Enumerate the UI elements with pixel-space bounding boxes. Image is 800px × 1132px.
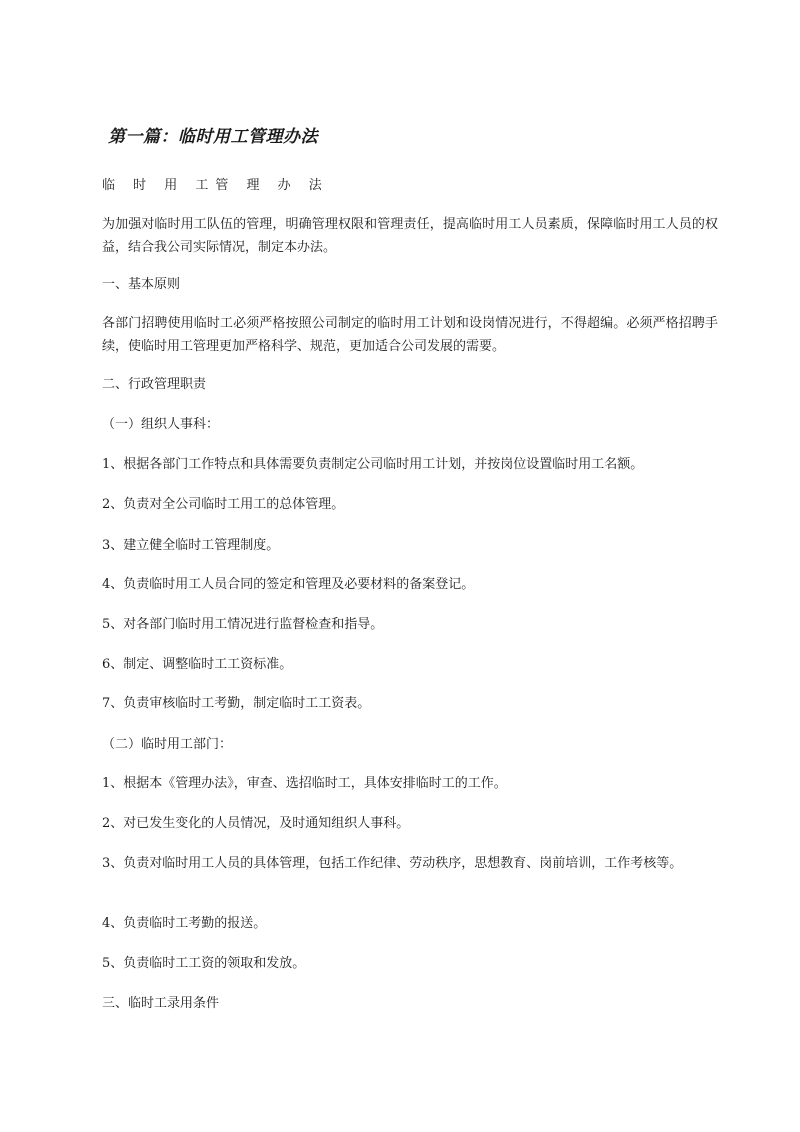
- document-subtitle: 临 时 用 工管 理 办 法: [102, 178, 329, 193]
- subsection-heading-dept: （二）临时用工部门：: [102, 737, 233, 752]
- section-heading-admin-duties: 二、行政管理职责: [102, 377, 207, 392]
- hr-item: 5、对各部门临时用工情况进行监督检查和指导。: [102, 617, 384, 632]
- dept-item: 2、对已发生变化的人员情况，及时通知组织人事科。: [102, 816, 410, 831]
- hr-item: 2、负责对全公司临时工用工的总体管理。: [102, 497, 345, 512]
- dept-item: 3、负责对临时用工人员的具体管理，包括工作纪律、劳动秩序，思想教育、岗前培训，工作考核等。: [102, 856, 683, 871]
- document-title: 第一篇：临时用工管理办法: [108, 127, 318, 147]
- hr-item: 3、建立健全临时工管理制度。: [102, 538, 280, 553]
- principles-paragraph: 各部门招聘使用临时工必须严格按照公司制定的临时用工计划和设岗情况进行，不得超编。必须严格招聘手续，使临时用工管理更加严格科学、规范，更加适合公司发展的需要。: [102, 316, 718, 354]
- hr-item: 6、制定、调整临时工工资标准。: [102, 657, 293, 672]
- dept-item: 4、负责临时工考勤的报送。: [102, 916, 267, 931]
- dept-item: 5、负责临时工工资的领取和发放。: [102, 956, 306, 971]
- hr-item: 4、负责临时用工人员合同的签定和管理及必要材料的备案登记。: [102, 577, 475, 592]
- subsection-heading-hr: （一）组织人事科：: [102, 417, 220, 432]
- hr-item: 7、负责审核临时工考勤，制定临时工工资表。: [102, 696, 371, 711]
- hr-item: 1、根据各部门工作特点和具体需要负责制定公司临时用工计划，并按岗位设置临时用工名额。: [102, 457, 644, 472]
- section-heading-principles: 一、基本原则: [102, 277, 181, 292]
- dept-item: 1、根据本《管理办法》，审查、选招临时工，具体安排临时工的工作。: [102, 776, 507, 791]
- intro-paragraph: 为加强对临时用工队伍的管理，明确管理权限和管理责任，提高临时用工人员素质，保障临时用工人员的权益，结合我公司实际情况，制定本办法。: [102, 217, 718, 255]
- section-heading-hiring-conditions: 三、临时工录用条件: [102, 996, 220, 1011]
